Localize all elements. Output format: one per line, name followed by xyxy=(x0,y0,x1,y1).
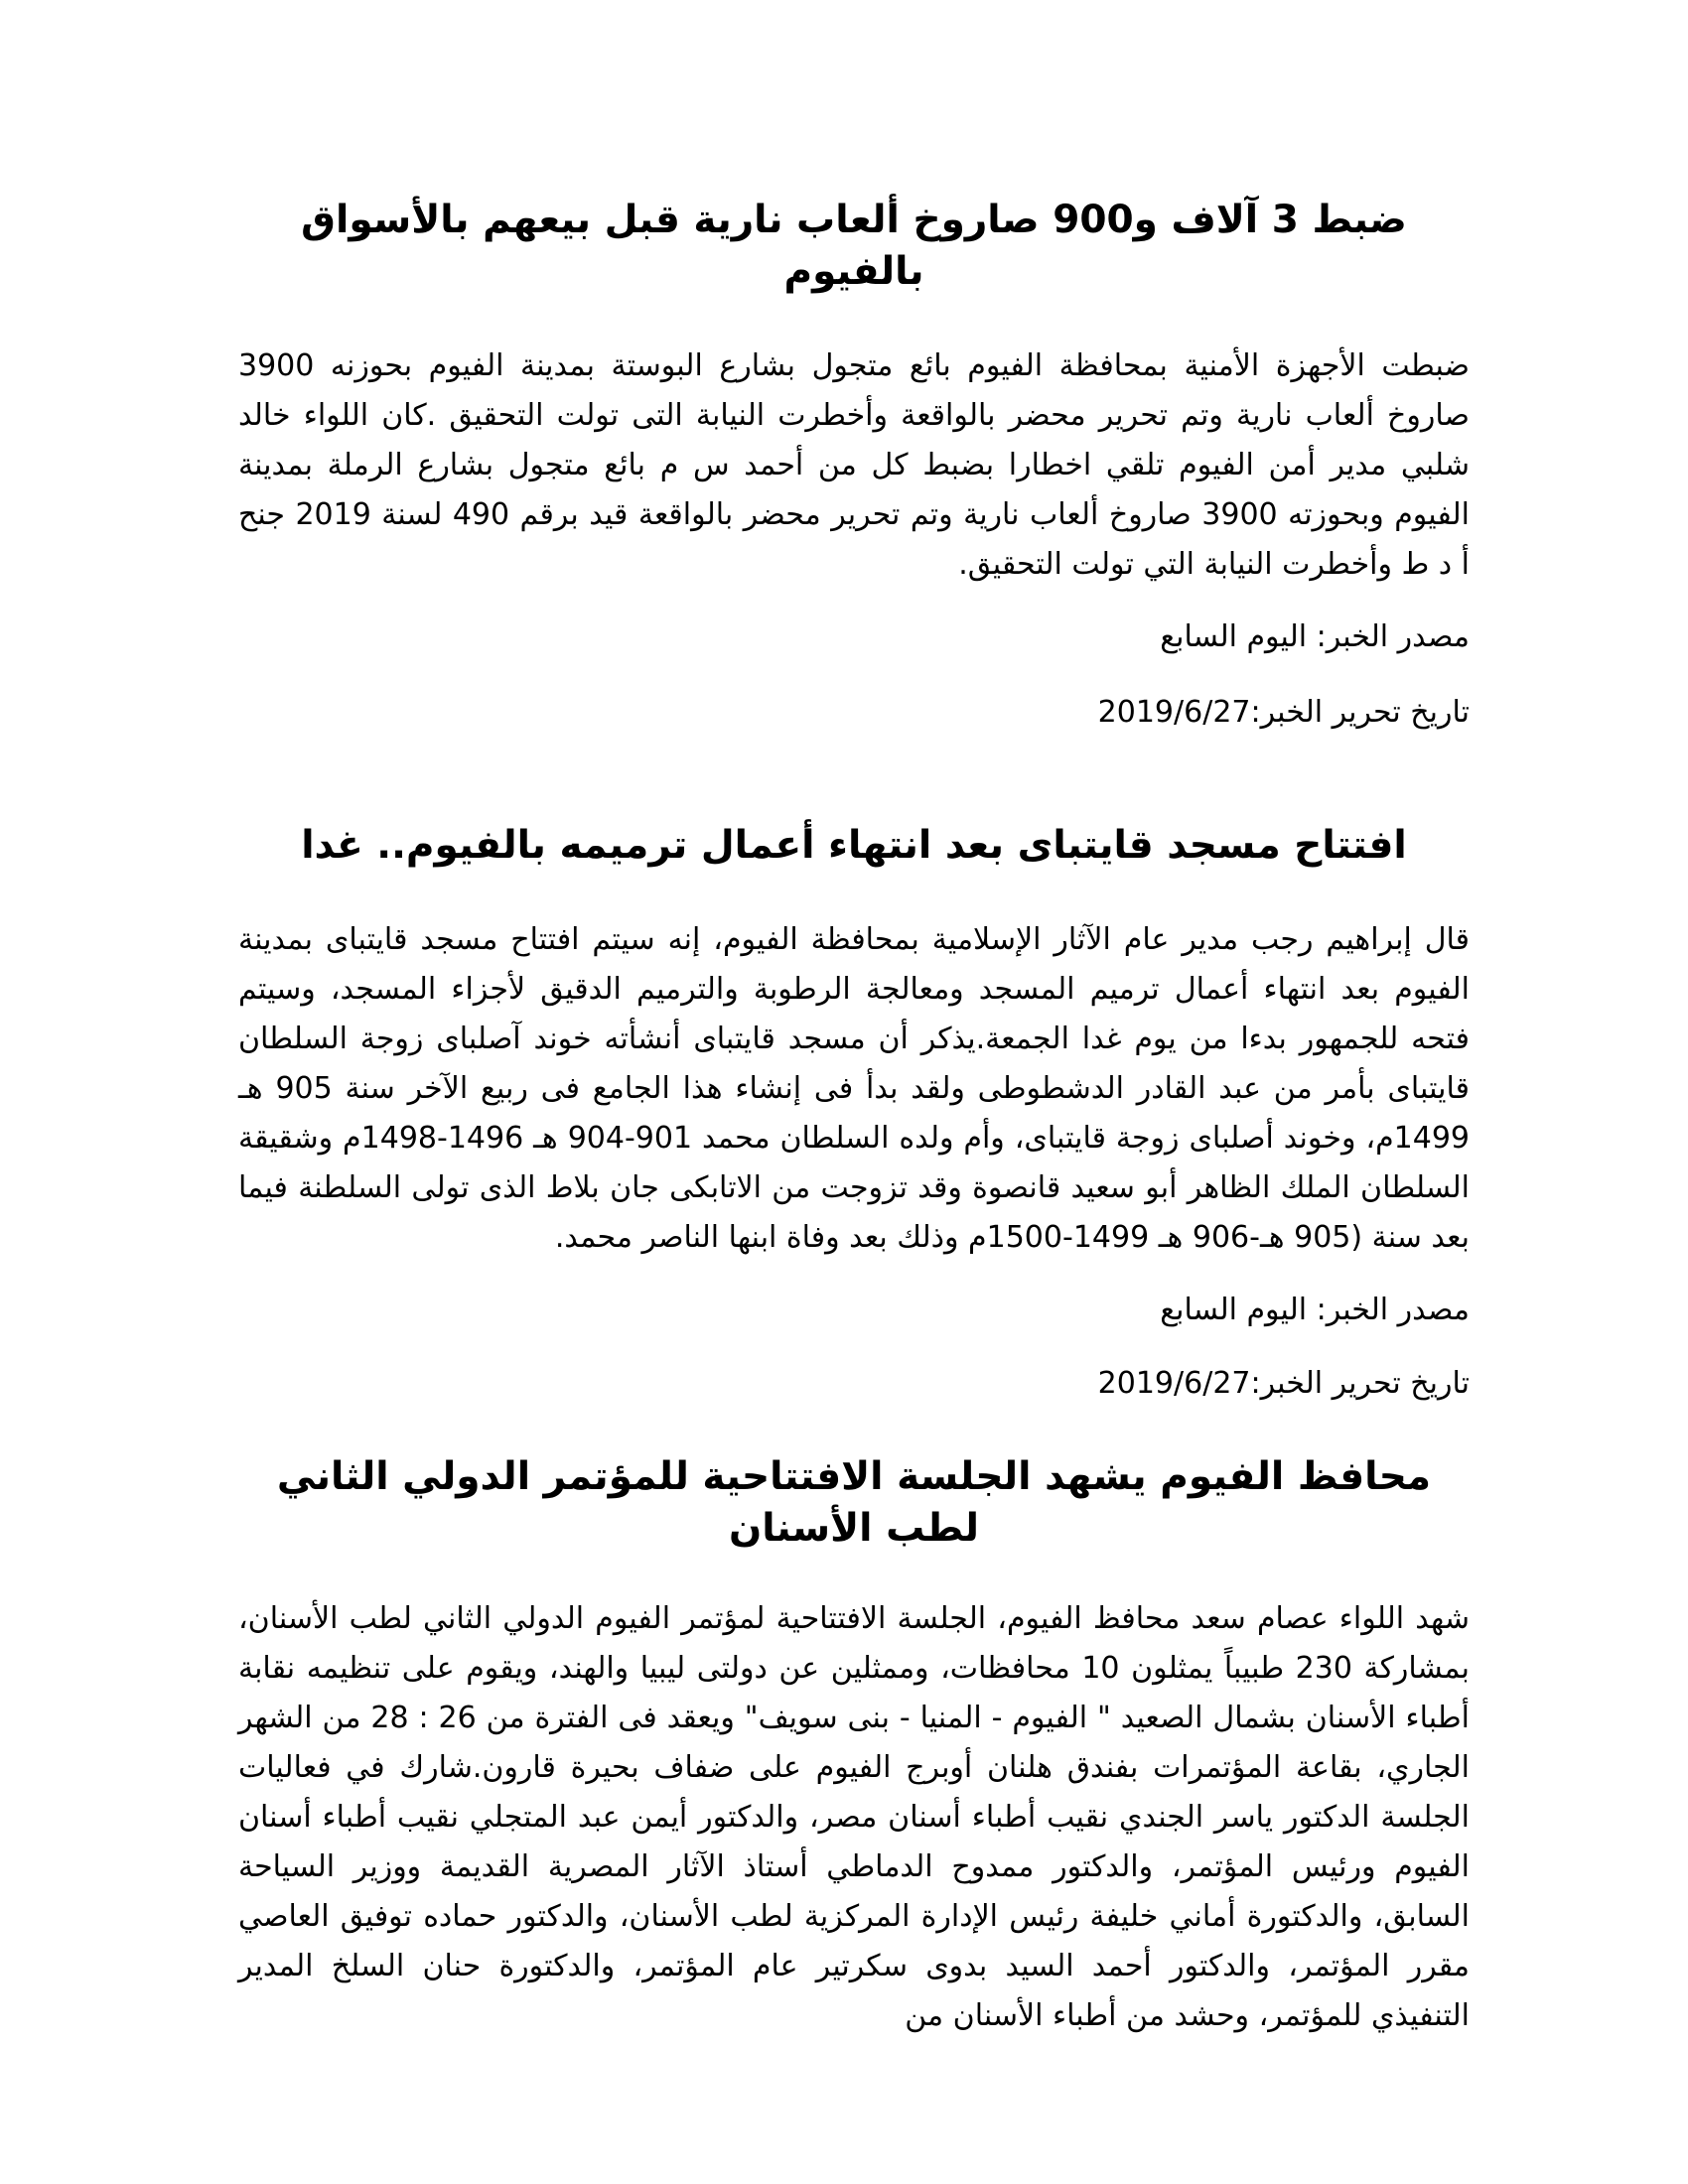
news-article xyxy=(238,820,1470,1404)
article-body: ضبطت الأجهزة الأمنية بمحافظة الفيوم بائع متجول بشارع البوستة بمدينة الفيوم بحوزنه 3900 صاروخ ألعاب نارية وتم تحرير محضر بالواقعة وأخطرت النيابة التى تولت التحقيق .كان اللواء خالد شلبي مدير أمن الفيوم تلقي اخطارا بضبط كل من أحمد س م بائع متجول بشارع الرملة بمدينة الفيوم وبحوزته 3900 صاروخ ألعاب نارية وتم تحرير محضر بالواقعة قيد برقم 490 لسنة 2019 جنح أ د ط وأخطرت النيابة التي تولت التحقيق. xyxy=(238,348,1470,582)
news-article xyxy=(238,195,1470,733)
article-source: مصدر الخبر: اليوم السابع xyxy=(1160,1293,1470,1327)
article-headline: ضبط 3 آلاف و900 صاروخ ألعاب نارية قبل بيعهم بالأسواق بالفيوم xyxy=(301,198,1407,294)
article-headline: افتتاح مسجد قايتباى بعد انتهاء أعمال ترميمه بالفيوم.. غدا xyxy=(301,823,1407,868)
news-article xyxy=(238,1451,1470,2041)
article-date: تاريخ تحرير الخبر:2019/6/27 xyxy=(1097,695,1470,730)
article-date: تاريخ تحرير الخبر:2019/6/27 xyxy=(1097,1366,1470,1401)
article-source: مصدر الخبر: اليوم السابع xyxy=(1160,619,1470,654)
article-body: قال إبراهيم رجب مدير عام الآثار الإسلامية بمحافظة الفيوم، إنه سيتم افتتاح مسجد قايتباى بمدينة الفيوم بعد انتهاء أعمال ترميم المسجد ومعالجة الرطوبة والترميم الدقيق لأجزاء المسجد، وسيتم فتحه للجمهور بدءا من يوم غدا الجمعة.يذكر أن مسجد قايتباى أنشأته خوند آصلباى زوجة السلطان قايتباى بأمر من عبد القادر الدشطوطى ولقد بدأ فى إنشاء هذا الجامع فى ربيع الآخر سنة 905 هـ 1499م، وخوند أصلباى زوجة قايتباى، وأم ولده السلطان محمد 901-904 هـ 1496-1498م وشقيقة السلطان الملك الظاهر أبو سعيد قانصوة وقد تزوجت من الاتابكى جان بلاط الذى تولى السلطنة فيما بعد سنة (905 هـ-906 هـ 1499-1500م وذلك بعد وفاة ابنها الناصر محمد. xyxy=(238,922,1470,1255)
article-body: شهد اللواء عصام سعد محافظ الفيوم، الجلسة الافتتاحية لمؤتمر الفيوم الدولي الثاني لطب الأسنان، بمشاركة 230 طبيباً يمثلون 10 محافظات، وممثلين عن دولتى ليبيا والهند، ويقوم على تنظيمه نقابة أطباء الأسنان بشمال الصعيد " الفيوم - المنيا - بنى سويف" ويعقد فى الفترة من 26 : 28 من الشهر الجاري، بقاعة المؤتمرات بفندق هلنان أوبرج الفيوم على ضفاف بحيرة قارون.شارك في فعاليات الجلسة الدكتور ياسر الجندي نقيب أطباء أسنان مصر، والدكتور أيمن عبد المتجلي نقيب أطباء أسنان الفيوم ورئيس المؤتمر، والدكتور ممدوح الدماطي أستاذ الآثار المصرية القديمة ووزير السياحة السابق، والدكتورة أماني خليفة رئيس الإدارة المركزية لطب الأسنان، والدكتور حماده توفيق العاصي مقرر المؤتمر، والدكتور أحمد السيد بدوى سكرتير عام المؤتمر، والدكتورة حنان السلخ المدير التنفيذي للمؤتمر، وحشد من أطباء الأسنان من xyxy=(238,1601,1470,2033)
article-headline: محافظ الفيوم يشهد الجلسة الافتتاحية للمؤتمر الدولي الثاني لطب الأسنان xyxy=(276,1454,1432,1551)
